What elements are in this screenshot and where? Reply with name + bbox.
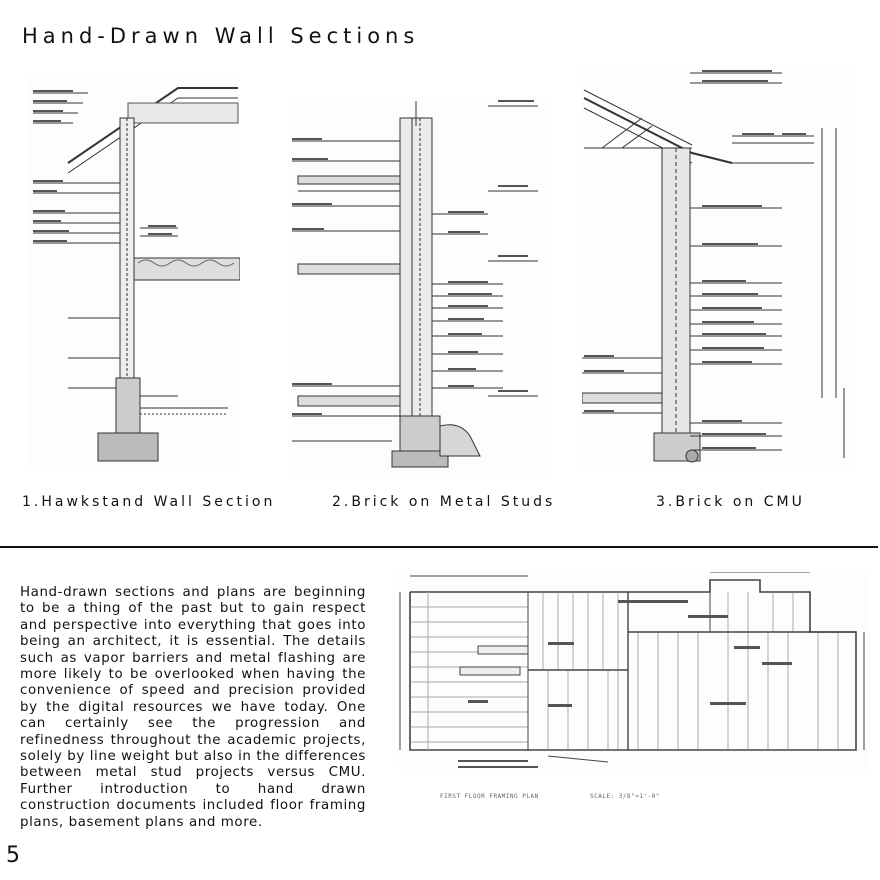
section-divider xyxy=(0,546,878,548)
plan-scale-label: SCALE: 3/8"=1'-0" xyxy=(590,793,660,800)
floor-framing-plan-drawing xyxy=(398,572,868,770)
floor-framing-plan-sketch xyxy=(398,572,868,770)
page-title: Hand-Drawn Wall Sections xyxy=(22,24,420,48)
wall-section-drawing-3 xyxy=(582,68,854,472)
page-number: 5 xyxy=(6,843,20,868)
brick-cmu-sketch xyxy=(582,68,854,472)
body-paragraph: Hand-drawn sections and plans are beginning to be a thing of the past but to gain respect and perspective into everything that goes into being an architect, it is essential. The details such as vapor barriers and metal flashing are more likely to be overlooked when having the convenience of speed and precision provided by the digital resources we have today. One can certainly see the progression and refinedness throughout the academic projects, solely by line weight but also in the differences between metal stud projects versus CMU. Further introduction to hand drawn construction documents included floor framing plans, basement plans and more. xyxy=(20,585,366,830)
brick-metal-stud-sketch xyxy=(288,96,552,474)
hawkstand-section-sketch xyxy=(28,78,240,470)
plan-title-label: FIRST FLOOR FRAMING PLAN xyxy=(440,793,539,800)
section-caption-2: 2.Brick on Metal Studs xyxy=(332,494,556,510)
section-caption-3: 3.Brick on CMU xyxy=(656,494,805,510)
wall-section-drawing-1 xyxy=(28,78,240,470)
section-caption-1: 1.Hawkstand Wall Section xyxy=(22,494,276,510)
wall-section-drawing-2 xyxy=(288,96,552,474)
